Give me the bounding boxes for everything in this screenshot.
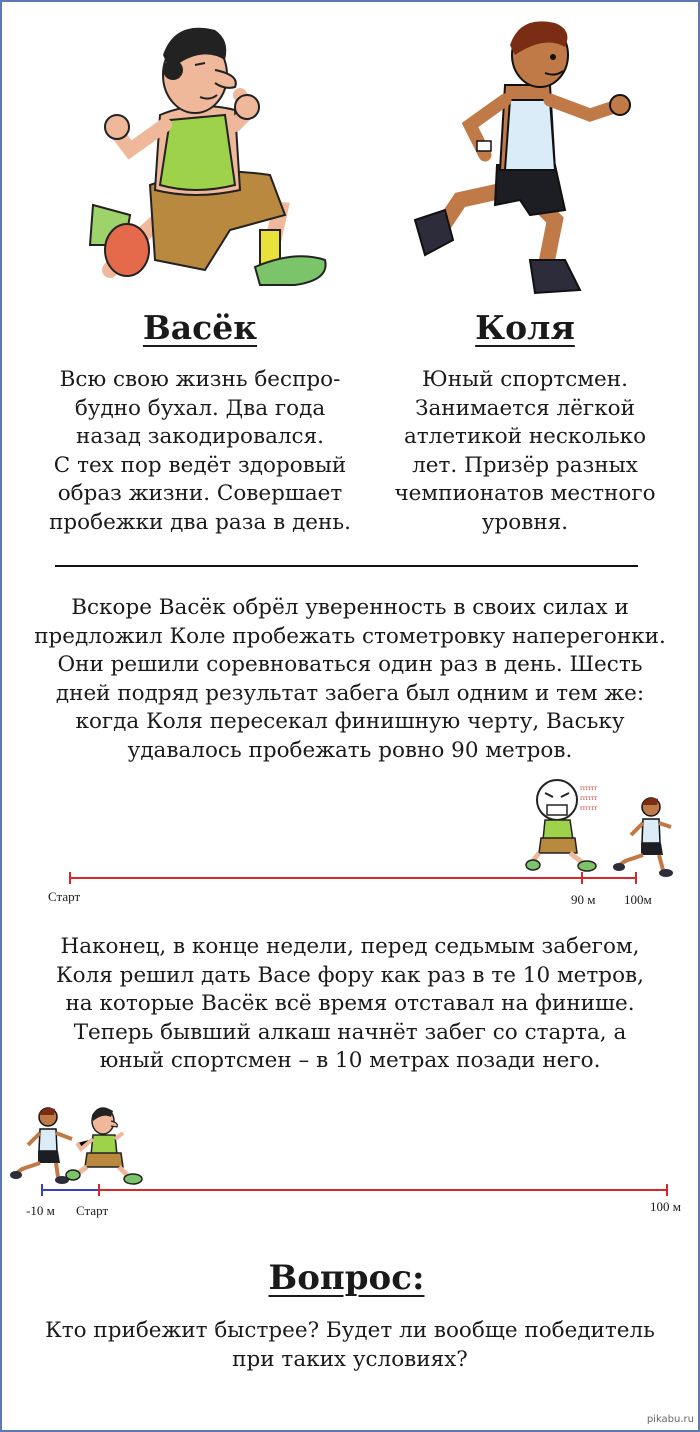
story-line: Вскоре Васёк обрёл уверенность в своих силах и: [71, 595, 629, 620]
track1-90m-tick: [581, 872, 583, 884]
watermark: pikabu.ru: [646, 1414, 694, 1425]
vasek-description: [25, 366, 375, 537]
story-line: юный спортсмен – в 10 метрах позади него.: [99, 1048, 601, 1073]
question-line: при таких условиях?: [232, 1346, 468, 1372]
track2-finish-tick: [666, 1184, 668, 1196]
track1-90m-label: 90 м: [571, 892, 596, 907]
description-line: будно бухал. Два года: [74, 395, 326, 421]
description-line: Всю свою жизнь беспро-: [59, 367, 341, 392]
description-line: атлетикой несколько: [403, 424, 647, 449]
description-line: С тех пор ведёт здоровый: [53, 452, 347, 478]
question-line: Кто прибежит быстрее? Будет ли вообще победитель: [45, 1318, 655, 1343]
track2-minus10-tick: [41, 1184, 43, 1196]
story-line: дней подряд результат забега был одним и тем же:: [55, 680, 645, 706]
description-line: Юный спортсмен.: [422, 367, 628, 392]
svg-text:rrrrrr: rrrrrr: [580, 785, 598, 792]
track1-100m-label: 100м: [624, 892, 652, 907]
svg-text:rrrrrr: rrrrrr: [580, 805, 598, 812]
track2-minus10-label: -10 м: [26, 1203, 55, 1218]
story-paragraph-1: [10, 594, 690, 765]
description-line: образ жизни. Совершает: [57, 481, 343, 506]
vasek-name: Васёк: [142, 308, 258, 347]
kolya-name: Коля: [475, 308, 575, 347]
story-line: Наконец, в конце недели, перед седьмым забегом,: [60, 934, 640, 959]
description-line: уровня.: [481, 509, 569, 535]
section-divider: [55, 565, 638, 567]
story-line: предложил Коле пробежать стометровку наперегонки.: [34, 623, 666, 649]
track2-handicap-line: [42, 1189, 99, 1191]
vasek-runner-illustration: [55, 15, 340, 305]
track1-100m-tick: [635, 872, 637, 884]
track1-line: [70, 877, 636, 879]
kolya-runner-small: [613, 795, 673, 880]
vasek-rage-runner-small: [525, 775, 605, 875]
vasek-runner-small-2: [65, 1105, 145, 1185]
story-line: Они решили соревноваться один раз в день. Шесть: [57, 652, 643, 677]
kolya-description: [370, 366, 680, 537]
description-line: лет. Призёр разных: [412, 452, 638, 478]
description-line: Занимается лёгкой: [415, 395, 635, 421]
description-line: пробежки два раза в день.: [49, 509, 351, 535]
story-line: Теперь бывший алкаш начнёт забег со старта, а: [73, 1019, 627, 1045]
story-line: Коля решил дать Васе фору как раз в те 10 метров,: [56, 962, 644, 988]
story-line: на которые Васёк всё время отставал на финише.: [65, 991, 635, 1016]
story-paragraph-2: [10, 933, 690, 1076]
track2-finish-label: 100 м: [650, 1199, 681, 1214]
svg-text:rrrrrr: rrrrrr: [580, 795, 598, 802]
question-text: [10, 1317, 690, 1374]
description-line: назад закодировался.: [76, 424, 324, 449]
story-line: удавалось пробежать ровно 90 метров.: [127, 737, 573, 763]
track2-line: [99, 1189, 667, 1191]
question-title: Вопрос:: [268, 1258, 425, 1298]
track2-start-tick: [98, 1184, 100, 1196]
kolya-runner-illustration: [405, 15, 645, 305]
track2-start-label: Старт: [76, 1203, 109, 1218]
description-line: чемпионатов местного: [394, 481, 656, 506]
track1-start-label: Старт: [48, 889, 81, 904]
track1-start-tick: [69, 872, 71, 884]
story-line: когда Коля пересекал финишную черту, Ваську: [75, 709, 625, 734]
